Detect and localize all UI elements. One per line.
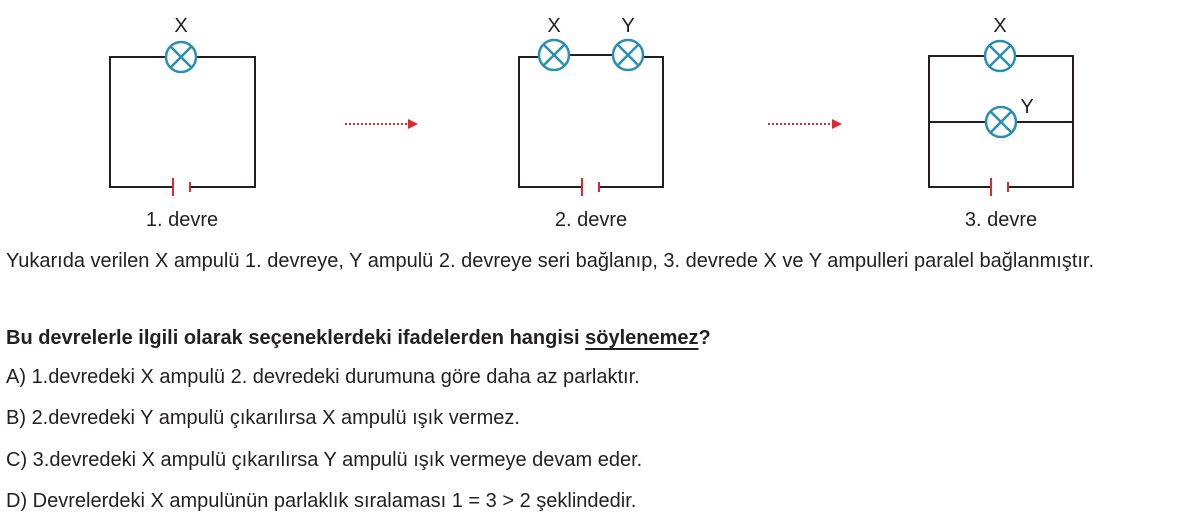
- lamp-icon: [985, 41, 1015, 71]
- circuit-2-wire-right: [600, 57, 663, 187]
- problem-statement: Yukarıda verilen X ampulü 1. devreye, Y ampulü 2. devreye seri bağlanıp, 3. devrede X ve Y ampulleri paralel bağlanmıştır.: [6, 250, 1095, 272]
- circuit-1: [110, 57, 255, 187]
- option-c-letter: C): [6, 449, 28, 471]
- option-d[interactable]: [6, 490, 636, 513]
- circuit-1-wire: [110, 57, 172, 187]
- option-a-text: 1.devredeki X ampulü 2. devredeki durumuna göre daha az parlaktır.: [31, 366, 640, 388]
- option-a[interactable]: [6, 366, 640, 389]
- circuit-3-caption: 3. devre: [964, 209, 1038, 231]
- arrow-icon: [345, 119, 418, 129]
- question-text: [6, 324, 711, 353]
- lamp-icon: [166, 42, 196, 72]
- lamp-icon: [539, 40, 569, 70]
- option-a-letter: A): [6, 366, 26, 388]
- circuit-2: [519, 55, 663, 187]
- lamp-icon: [613, 40, 643, 70]
- circuit-3-battery: [991, 178, 1008, 196]
- question-end: ?: [698, 327, 711, 349]
- circuit-2-lamp-y-label: Y: [621, 15, 635, 37]
- option-c-text: 3.devredeki X ampulü çıkarılırsa Y ampulü ışık vermeye devam eder.: [32, 449, 643, 471]
- arrow-icon: [768, 119, 842, 129]
- option-b-text: 2.devredeki Y ampulü çıkarılırsa X ampulü ışık vermez.: [31, 407, 520, 429]
- option-b[interactable]: [6, 407, 520, 430]
- circuit-1-wire-right: [191, 57, 255, 187]
- circuit-2-battery: [582, 178, 599, 196]
- circuit-diagram: [0, 0, 1180, 240]
- option-d-letter: D): [6, 490, 28, 512]
- circuit-2-lamp-x-label: X: [547, 15, 561, 37]
- circuit-3-lamp-y-label: Y: [1020, 96, 1034, 118]
- option-c[interactable]: [6, 449, 642, 472]
- circuit-1-battery: [173, 178, 190, 196]
- circuit-1-lamp-x-label: X: [174, 15, 188, 37]
- circuit-3-lamp-x-label: X: [993, 15, 1007, 37]
- lamp-icon: [986, 107, 1016, 137]
- circuit-2-wire: [519, 57, 581, 187]
- circuit-2-caption: 2. devre: [554, 209, 628, 231]
- option-b-letter: B): [6, 407, 26, 429]
- option-d-text: Devrelerdeki X ampulünün parlaklık sıralaması 1 = 3 > 2 şeklindedir.: [32, 490, 637, 512]
- circuit-1-caption: 1. devre: [145, 209, 219, 231]
- question-emphasis: söylenemez: [585, 327, 699, 349]
- question-lead: Bu devrelerle ilgili olarak seçeneklerdeki ifadelerden hangisi: [6, 327, 586, 349]
